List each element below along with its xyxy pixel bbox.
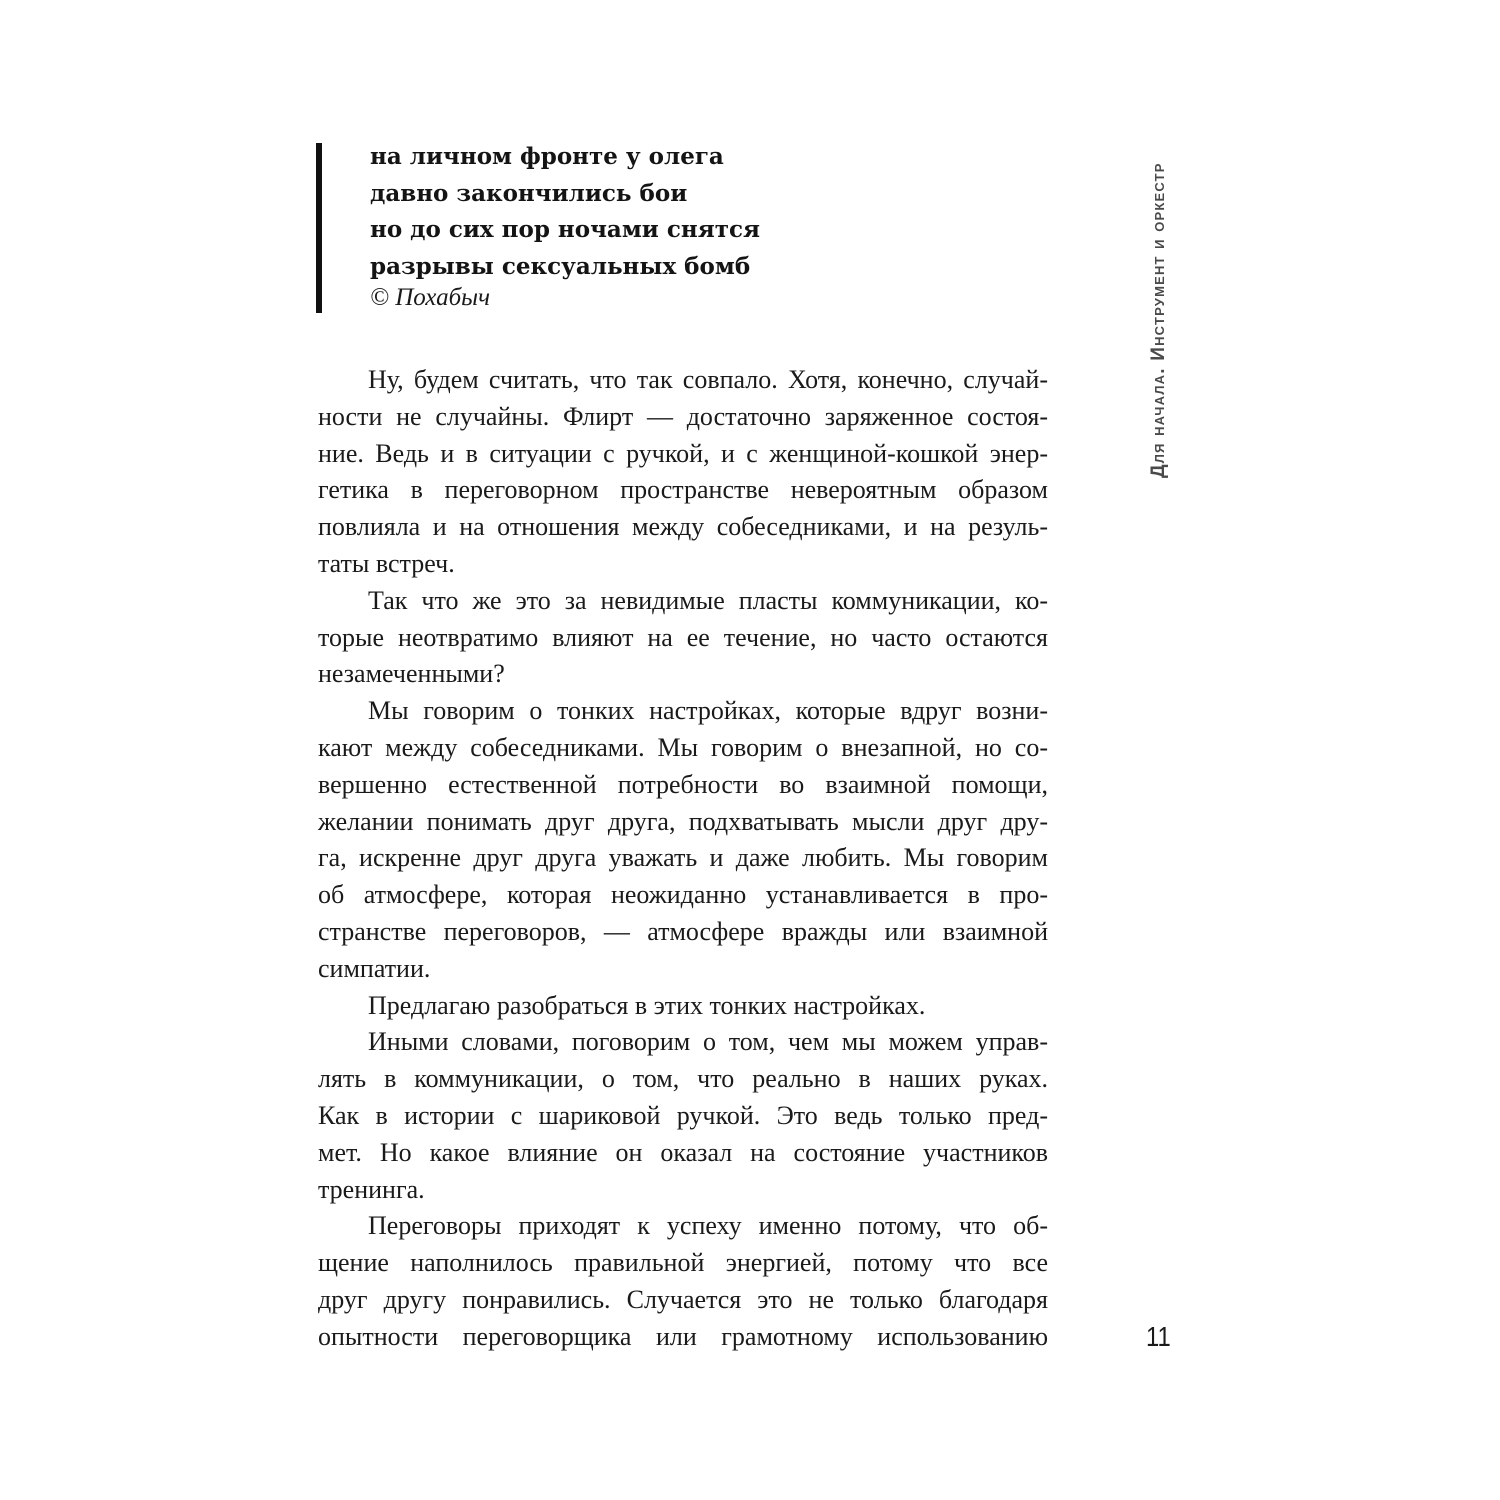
running-head-section: Для начала. bbox=[1148, 367, 1169, 478]
text-line: Переговоры приходят к успеху именно потому, что об- bbox=[368, 1211, 1048, 1241]
text-line: ности не случайны. Флирт — достаточно заряженное состоя- bbox=[318, 401, 1048, 431]
running-head bbox=[1148, 162, 1170, 478]
text-line: симпатии. bbox=[318, 953, 431, 983]
text-line: повлияла и на отношения между собеседниками, и на резуль- bbox=[318, 512, 1048, 542]
epigraph-line: но до сих пор ночами снятся bbox=[370, 216, 760, 243]
epigraph-bar bbox=[316, 143, 322, 313]
text-line: Предлагаю разобраться в этих тонких настройках. bbox=[368, 990, 926, 1020]
text-line: странстве переговоров, — атмосфере вражды или взаимной bbox=[318, 916, 1048, 946]
text-line: друг другу понравились. Случается это не только благодаря bbox=[318, 1284, 1048, 1314]
epigraph-line: на личном фронте у олега bbox=[370, 143, 724, 170]
text-line: лять в коммуникации, о том, что реально в наших руках. bbox=[318, 1064, 1048, 1094]
page-number: 11 bbox=[1146, 1321, 1171, 1352]
epigraph-author: © Похабыч bbox=[370, 284, 490, 311]
epigraph-line: давно закончились бои bbox=[370, 179, 688, 207]
text-line: Ну, будем считать, что так совпало. Хотя, конечно, случай- bbox=[368, 365, 1048, 394]
text-line: вершенно естественной потребности во взаимной помощи, bbox=[318, 769, 1048, 799]
text-line: таты встреч. bbox=[318, 548, 455, 578]
text-line: тренинга. bbox=[318, 1174, 425, 1204]
text-line: желании понимать друг друга, подхватывать мысли друг дру- bbox=[318, 806, 1048, 836]
text-line: кают между собеседниками. Мы говорим о внезапной, но со- bbox=[318, 732, 1048, 762]
text-line: Так что же это за невидимые пласты коммуникации, ко- bbox=[368, 585, 1048, 615]
epigraph-line: разрывы сексуальных бомб bbox=[370, 252, 751, 280]
text-line: опытности переговорщика или грамотному использованию bbox=[318, 1321, 1048, 1351]
text-line: Иными словами, поговорим о том, чем мы можем управ- bbox=[368, 1027, 1048, 1057]
text-line: щение наполнилось правильной энергией, потому что все bbox=[318, 1248, 1048, 1278]
body-text bbox=[318, 362, 1048, 1356]
text-line: ние. Ведь и в ситуации с ручкой, и с женщиной-кошкой энер- bbox=[318, 438, 1048, 468]
running-head-chapter: Инструмент и оркестр bbox=[1148, 162, 1169, 361]
text-line: незамеченными? bbox=[318, 659, 505, 689]
text-line: торые неотвратимо влияют на ее течение, но часто остаются bbox=[318, 622, 1048, 652]
epigraph-text bbox=[370, 139, 760, 313]
text-line: Мы говорим о тонких настройках, которые вдруг возни- bbox=[368, 696, 1048, 726]
text-line: гетика в переговорном пространстве невероятным образом bbox=[318, 475, 1048, 505]
text-line: Как в истории с шариковой ручкой. Это ведь только пред- bbox=[318, 1100, 1048, 1130]
text-line: мет. Но какое влияние он оказал на состояние участников bbox=[318, 1137, 1048, 1167]
text-line: га, искренне друг друга уважать и даже любить. Мы говорим bbox=[318, 843, 1048, 873]
text-line: об атмосфере, которая неожиданно устанавливается в про- bbox=[318, 880, 1048, 910]
epigraph bbox=[316, 143, 816, 313]
